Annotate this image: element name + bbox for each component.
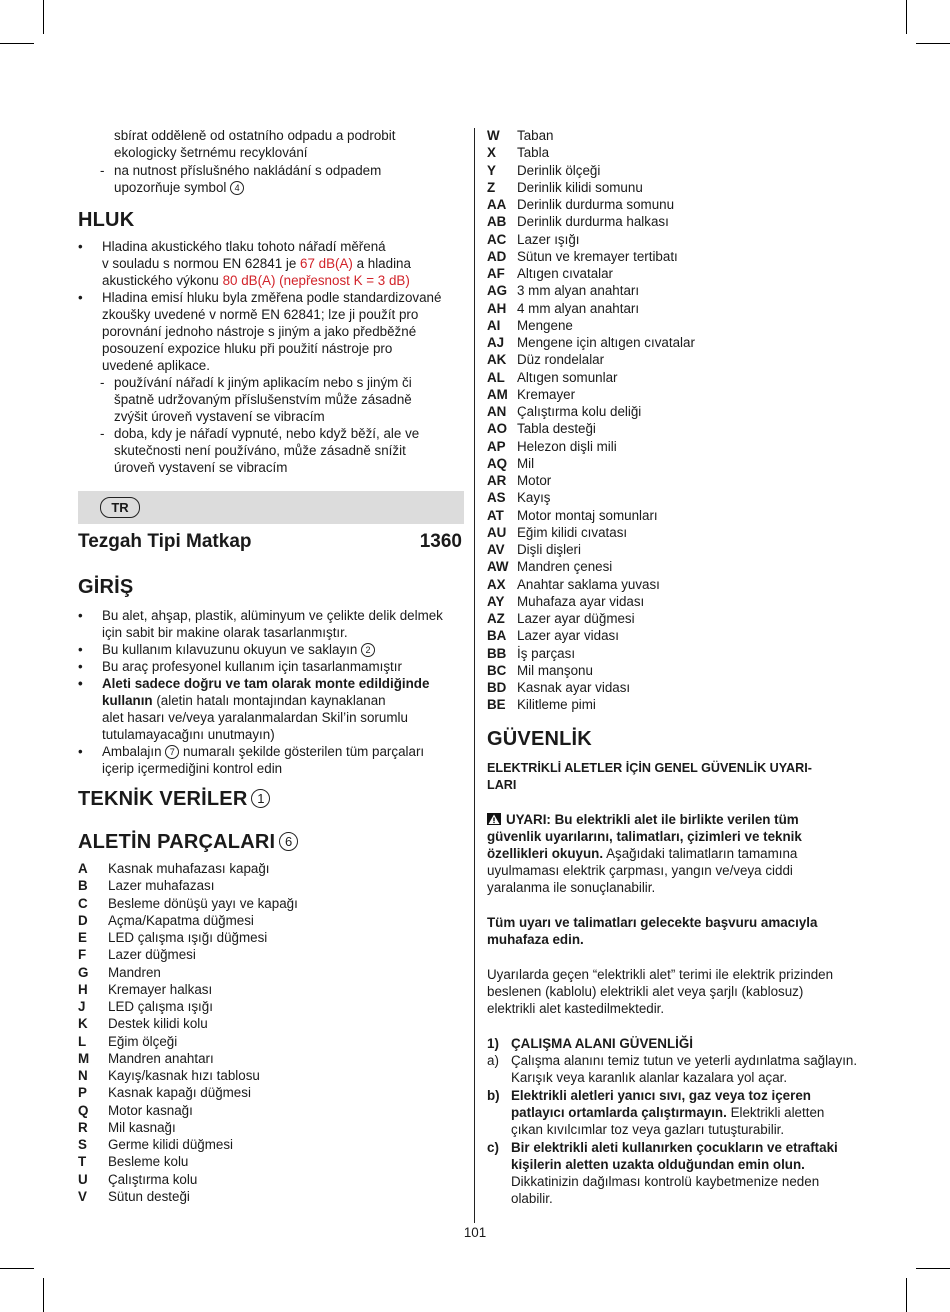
part-name: Sütun ve kremayer tertibatı [517,248,678,264]
part-name: Kasnak ayar vidası [517,680,631,695]
part-letter: V [78,1188,87,1204]
part-name: Derinlik ölçeği [517,162,601,178]
bullet: • [78,676,83,691]
keep-text: muhafaza edin. [487,932,584,947]
part-letter: BD [487,680,507,695]
item-label: c) [487,1140,499,1155]
crop-mark [906,0,907,34]
part-name: Kasnak muhafazası kapağı [108,861,270,876]
part-item [487,593,875,610]
part-name: İş parçası [517,645,576,661]
item-text: Elektrikli aletleri yanıcı sıvı, gaz veya toz içeren [511,1088,811,1103]
symbol-2-icon: 2 [361,643,375,657]
part-letter: AZ [487,611,505,626]
part-name: Besleme kolu [108,1154,189,1170]
part-item [487,282,875,299]
part-name: Tabla desteği [517,421,596,437]
intro-text: sbírat odděleně od ostatního odpadu a podrobit [114,128,396,143]
section-heading-giris: GİRİŞ [78,576,134,598]
part-letter: AX [487,576,506,592]
language-band [78,491,464,524]
part-letter: AO [487,421,508,437]
part-item [487,144,875,161]
part-item [78,1084,464,1101]
bullet: • [78,239,83,254]
hluk-text: skutečnosti není používáno, může zásadně snížit [114,443,406,458]
part-name: Çalıştırma kolu [108,1171,198,1187]
part-letter: BC [487,662,507,678]
section-heading-hluk: HLUK [78,209,135,231]
product-title: Tezgah Tipi Matkap [78,531,252,552]
column-divider [474,128,475,1223]
item-label: a) [487,1053,499,1068]
part-letter: J [78,999,86,1014]
item-label: b) [487,1088,500,1103]
item-text: kişilerin aletten uzakta olduğundan emin olun. [511,1157,805,1172]
part-letter: G [78,964,89,980]
part-item [487,455,875,472]
part-letter: BE [487,697,506,713]
part-letter: AY [487,593,505,609]
part-name: Mandren anahtarı [108,1050,214,1066]
part-name: Mengene için altıgen cıvatalar [517,335,695,350]
part-item [78,981,464,998]
definition-text: Uyarılarda geçen “elektrikli alet” terimi ile elektrik prizinden [487,967,834,982]
giris-text: tutulamayacağını unutmayın) [102,727,275,742]
part-name: Lazer ayar düğmesi [517,611,635,626]
part-name: Mandren çenesi [517,559,613,575]
part-name: Muhafaza ayar vidası [517,593,645,609]
hluk-text: posouzení expozice hluku při použití nástroje pro [102,341,393,356]
item-text: çıkan kıvılcımlar toz veya gazları tutuşturabilir. [511,1122,785,1137]
giris-text: için sabit bir makine olarak tasarlanmıştır. [102,625,348,640]
part-name: Lazer muhafazası [108,878,215,894]
part-letter: AL [487,369,505,385]
warning-text: yaralanma ile sonuçlanabilir. [487,880,656,895]
hluk-text: doba, kdy je nářadí vypnuté, nebo když běží, ale ve [114,426,420,441]
part-name: LED çalışma ışığı düğmesi [108,930,268,945]
part-item [487,213,875,230]
part-letter: AP [487,438,506,454]
part-letter: AF [487,266,505,281]
part-item [78,1033,464,1050]
part-letter: AT [487,507,504,523]
part-name: Düz rondelalar [517,352,605,368]
item-text: patlayıcı ortamlarda çalıştırmayın. Elektrikli aletten [511,1105,825,1120]
hluk-text: v souladu s normou EN 62841 je 67 dB(A) a hladina [102,256,411,271]
part-letter: H [78,981,88,997]
part-letter: Q [78,1102,89,1118]
symbol-4-icon: 4 [230,181,244,195]
hluk-text: uvedené aplikace. [102,358,210,373]
part-item [78,1015,464,1032]
part-item [487,662,875,679]
part-letter: AV [487,542,505,557]
intro-text: upozorňuje symbol 4 [114,179,464,196]
part-name: Taban [517,128,554,143]
part-name: Germe kilidi düğmesi [108,1137,234,1152]
part-letter: AI [487,317,501,333]
part-letter: AD [487,248,507,264]
part-name: Motor [517,473,552,488]
section-heading-guvenlik: GÜVENLİK [487,728,592,750]
warning-text: özellikleri okuyun. Aşağıdaki talimatların tamamına [487,846,798,861]
definition-text: elektrikli alet kastedilmektedir. [487,1001,665,1016]
part-letter: AW [487,559,509,575]
part-letter: AH [487,300,507,316]
part-name: Kayış [517,490,551,506]
part-item [487,507,875,524]
part-letter: D [78,912,88,928]
part-item [487,489,875,506]
part-item [78,1188,464,1205]
part-name: Helezon dişli mili [517,438,617,454]
part-name: Tabla [517,145,550,161]
part-letter: A [78,861,88,876]
part-item [78,877,464,894]
giris-text: Bu kullanım kılavuzunu okuyun ve saklayın 2 [102,641,464,658]
giris-text: kullanın (aletin hatalı montajından kaynaklanan [102,693,386,708]
part-item [78,929,464,946]
hluk-text: Hladina akustického tlaku tohoto nářadí měřená [102,239,386,254]
part-letter: AA [487,197,507,212]
giris-text: Aleti sadece doğru ve tam olarak monte edildiğinde [102,676,430,691]
section-number: 1) [487,1036,499,1051]
part-name: Mil kasnağı [108,1119,176,1135]
item-text: Bir elektrikli aleti kullanırken çocukların ve etraftaki [511,1140,838,1155]
part-item [487,645,875,662]
giris-text: alet hasarı ve/veya yaralanmalardan Skil’in sorumlu [102,710,408,725]
hluk-text: zvýšit úroveň vystavení se vibracím [114,409,325,424]
intro-text: ekologicky šetrnému recyklování [114,145,308,160]
part-item [487,403,875,420]
part-letter: AR [487,473,507,488]
part-name: Dişli dişleri [517,542,581,557]
part-item [487,679,875,696]
part-name: Kremayer halkası [108,981,213,997]
part-letter: AK [487,352,507,368]
part-item [487,558,875,575]
part-letter: AM [487,386,508,402]
part-name: Altıgen somunlar [517,369,618,385]
part-item [487,696,875,713]
part-item [487,438,875,455]
giris-text: Bu araç profesyonel kullanım için tasarlanmamıştır [102,659,402,674]
part-name: Mil manşonu [517,662,593,678]
part-name: Açma/Kapatma düğmesi [108,912,254,928]
part-name: Altıgen cıvatalar [517,266,614,281]
section-heading-parcalar: ALETİN PARÇALARI 6 [78,832,464,851]
part-item [487,351,875,368]
part-item [78,1102,464,1119]
part-name: Derinlik durdurma somunu [517,197,675,212]
part-letter: C [78,895,88,911]
part-letter: AN [487,404,507,419]
part-letter: F [78,947,87,963]
part-item [487,576,875,593]
part-name: Derinlik kilidi somunu [517,179,643,195]
part-item [487,196,875,213]
part-item [78,1119,464,1136]
part-name: Motor kasnağı [108,1102,193,1118]
bullet: • [78,744,83,759]
part-letter: N [78,1068,88,1083]
page-number: 101 [463,1225,487,1240]
part-item [78,1171,464,1188]
part-name: 4 mm alyan anahtarı [517,300,640,316]
part-letter: AJ [487,335,505,350]
part-letter: M [78,1050,90,1066]
giris-text: içerip içermediğini kontrol edin [102,761,283,776]
dash-marker: - [100,375,105,390]
part-letter: E [78,930,87,945]
part-item [78,860,464,877]
part-item [487,386,875,403]
warning-text: UYARI: Bu elektrikli alet ile birlikte verilen tüm [487,811,875,828]
definition-text: beslenen (kablolu) elektrikli alet veya şarjlı (kablosuz) [487,984,804,999]
part-letter: AQ [487,455,508,471]
part-name: Mengene [517,317,573,333]
product-number: 1360 [419,531,462,552]
crop-mark [0,1268,34,1269]
subheading: LARI [487,778,517,792]
part-item [487,179,875,196]
item-text: Dikkatinizin dağılması kontrolü kaybetmenize neden [511,1174,820,1189]
part-letter: BB [487,645,507,661]
hluk-text: zkoušky uvedené v normě EN 62841; lze ji použít pro [102,307,419,322]
part-letter: R [78,1119,88,1135]
part-name: Derinlik durdurma halkası [517,214,669,230]
part-item [78,1050,464,1067]
part-letter: T [78,1154,87,1170]
keep-text: Tüm uyarı ve talimatları gelecekte başvuru amacıyla [487,915,818,930]
part-letter: U [78,1171,88,1187]
part-letter: P [78,1085,87,1101]
hluk-text: akustického výkonu 80 dB(A) (nepřesnost K = 3 dB) [102,273,410,288]
bullet: • [78,659,83,674]
part-name: Lazer ayar vidası [517,628,619,644]
hluk-text: Hladina emisí hluku byla změřena podle standardizované [102,290,442,305]
part-letter: K [78,1016,88,1032]
part-name: Destek kilidi kolu [108,1016,208,1032]
part-item [487,248,875,265]
symbol-1-icon: 1 [251,789,270,808]
part-letter: AC [487,231,507,247]
bullet: • [78,290,83,305]
symbol-6-icon: 6 [279,832,298,851]
part-letter: Z [487,179,496,195]
part-item [487,369,875,386]
part-name: Anahtar saklama yuvası [517,576,660,592]
language-badge: TR [100,497,140,518]
part-item [78,912,464,929]
part-item [487,420,875,437]
part-item [487,627,875,644]
crop-mark [0,43,34,44]
hluk-text: používání nářadí k jiným aplikacím nebo s jiným či [114,375,412,390]
product-title-row [78,533,464,550]
part-name: Kilitleme pimi [517,697,596,713]
bullet: • [78,608,83,623]
part-item [487,300,875,317]
crop-mark [43,0,44,34]
part-letter: W [487,128,500,143]
section-title: ÇALIŞMA ALANI GÜVENLİĞİ [511,1036,694,1051]
part-name: Kayış/kasnak hızı tablosu [108,1068,260,1083]
section-heading-teknik: TEKNİK VERİLER 1 [78,789,464,808]
crop-mark [43,1278,44,1312]
warning-triangle-icon [487,812,501,824]
warning-text: uyulmaması elektrik çarpması, yangın ve/veya ciddi [487,863,793,878]
part-letter: B [78,878,88,894]
part-item [487,231,875,248]
part-item [487,472,875,489]
part-name: Kremayer [517,386,576,402]
part-item [78,895,464,912]
part-letter: L [78,1033,87,1049]
dash-marker: - [100,163,105,178]
part-item [487,610,875,627]
part-name: 3 mm alyan anahtarı [517,283,640,299]
part-item [78,946,464,963]
part-letter: AU [487,524,507,540]
crop-mark [916,1268,950,1269]
part-letter: X [487,145,496,161]
item-text: Çalışma alanını temiz tutun ve yeterli aydınlatma sağlayın. [511,1053,858,1068]
hluk-text: úroveň vystavení se vibracím [114,460,288,475]
part-item [78,998,464,1015]
part-name: Besleme dönüşü yayı ve kapağı [108,895,298,911]
part-name: Lazer ışığı [517,231,580,247]
part-name: Kasnak kapağı düğmesi [108,1085,251,1101]
dash-marker: - [100,426,105,441]
part-name: Mil [517,455,535,471]
part-name: LED çalışma ışığı [108,999,213,1014]
symbol-7-icon: 7 [165,745,179,759]
hluk-text: porovnání jednoho nástroje s jiným a jako předběžné [102,324,417,339]
part-item [78,1067,464,1084]
giris-text: Bu alet, ahşap, plastik, alüminyum ve çelikte delik delmek [102,608,443,623]
part-item [487,524,875,541]
part-name: Çalıştırma kolu deliği [517,404,642,419]
part-letter: AB [487,214,507,230]
part-item [487,317,875,334]
part-letter: AG [487,283,508,299]
part-item [78,1136,464,1153]
part-item [487,334,875,351]
part-item [78,1153,464,1170]
giris-text: Ambalajın 7 numaralı şekilde gösterilen tüm parçaları [102,744,425,759]
intro-text: na nutnost příslušného nakládání s odpadem [114,163,382,178]
part-name: Mandren [108,964,161,980]
part-item [487,541,875,558]
part-letter: AS [487,490,506,506]
part-letter: Y [487,162,496,178]
part-item [78,964,464,981]
crop-mark [906,1278,907,1312]
item-text: olabilir. [511,1191,553,1206]
part-name: Eğim kilidi cıvatası [517,524,628,540]
hluk-text: špatně udržovaným příslušenstvím může zásadně [114,392,412,407]
item-text: Karışık veya karanlık alanlar kazalara yol açar. [511,1070,788,1085]
part-name: Sütun desteği [108,1188,190,1204]
bullet: • [78,642,83,657]
part-name: Motor montaj somunları [517,507,658,523]
part-item [487,162,875,179]
part-name: Eğim ölçeği [108,1033,178,1049]
part-letter: BA [487,628,507,644]
part-item [487,265,875,282]
part-item [487,127,875,144]
part-name: Lazer düğmesi [108,947,196,963]
part-letter: S [78,1137,87,1152]
warning-text: güvenlik uyarılarını, talimatları, çizimleri ve teknik [487,829,802,844]
crop-mark [916,43,950,44]
subheading: ELEKTRİKLİ ALETLER İÇİN GENEL GÜVENLİK UYARI- [487,761,812,775]
